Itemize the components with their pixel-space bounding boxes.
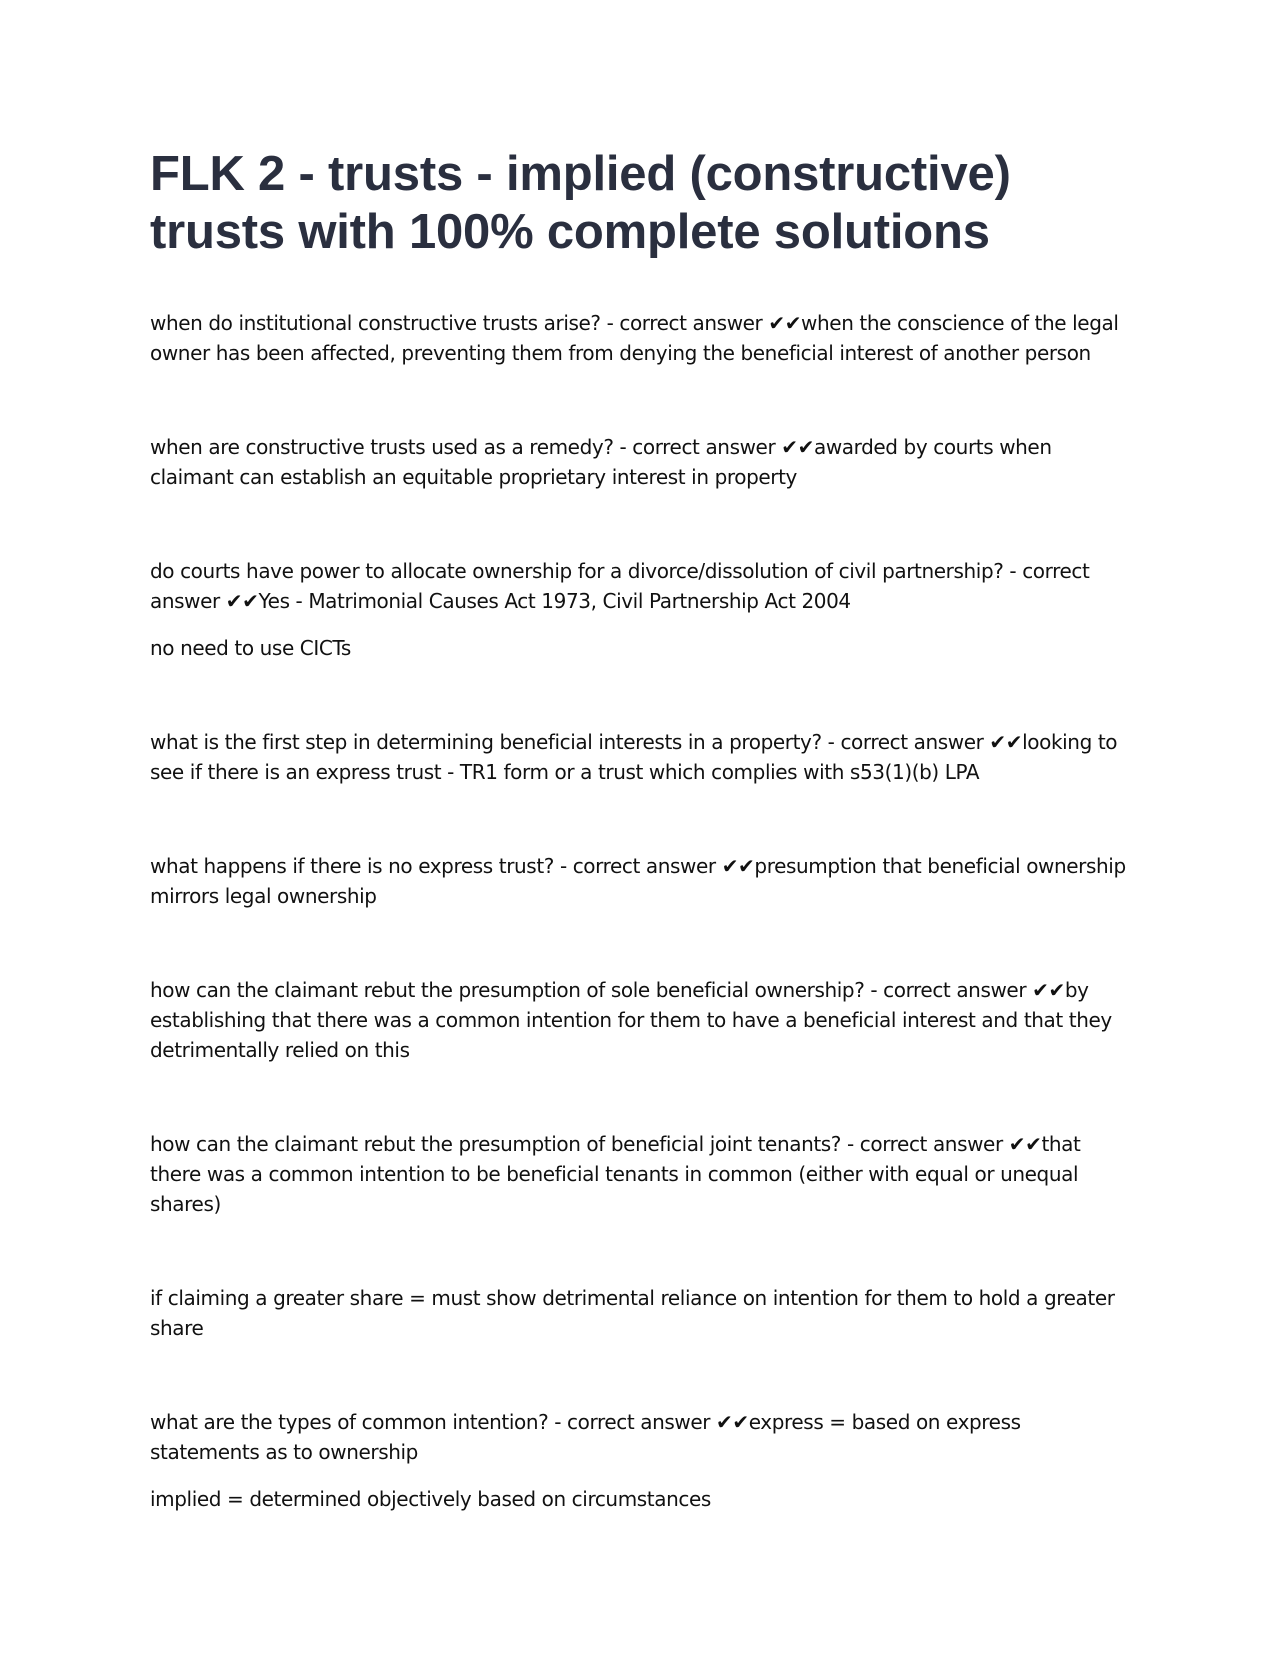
qa-note: no need to use CICTs <box>150 636 351 660</box>
qa-entry <box>150 1283 1135 1343</box>
qa-text: what happens if there is no express trust? - correct answer ✔✔presumption that beneficial ownership mirrors legal ownership <box>150 854 1126 908</box>
qa-entry <box>150 556 1135 663</box>
document-page <box>150 145 1135 1514</box>
qa-text: what is the first step in determining beneficial interests in a property? - correct answer ✔✔looking to see if there is an express trust - TR1 form or a trust which complies with s53(1)(b) LPA <box>150 730 1118 784</box>
qa-text: what are the types of common intention? - correct answer ✔✔express = based on express statements as to ownership <box>150 1410 1021 1464</box>
qa-text: if claiming a greater share = must show detrimental reliance on intention for them to hold a greater share <box>150 1286 1115 1340</box>
qa-text: when do institutional constructive trusts arise? - correct answer ✔✔when the conscience of the legal owner has been affected, preventing them from denying the beneficial interest of another person <box>150 311 1119 365</box>
qa-entry <box>150 1407 1135 1514</box>
qa-note: implied = determined objectively based on circumstances <box>150 1487 711 1511</box>
qa-text: do courts have power to allocate ownership for a divorce/dissolution of civil partnership? - correct answer ✔✔Yes - Matrimonial Causes Act 1973, Civil Partnership Act 2004 <box>150 559 1090 613</box>
qa-text: when are constructive trusts used as a remedy? - correct answer ✔✔awarded by courts when claimant can establish an equitable proprietary interest in property <box>150 435 1052 489</box>
qa-entry <box>150 1129 1135 1219</box>
qa-text: how can the claimant rebut the presumption of sole beneficial ownership? - correct answer ✔✔by establishing that there was a common intention for them to have a beneficial interest and that they detrimentally relied on this <box>150 978 1112 1062</box>
qa-entry <box>150 727 1135 787</box>
qa-entry <box>150 308 1135 368</box>
qa-text: how can the claimant rebut the presumption of beneficial joint tenants? - correct answer ✔✔that there was a common intention to be beneficial tenants in common (either with equal or unequal shares) <box>150 1132 1081 1216</box>
qa-entry <box>150 851 1135 911</box>
document-title: FLK 2 - trusts - implied (constructive) trusts with 100% complete solutions <box>150 147 1011 259</box>
qa-entry <box>150 975 1135 1065</box>
qa-entry <box>150 432 1135 492</box>
